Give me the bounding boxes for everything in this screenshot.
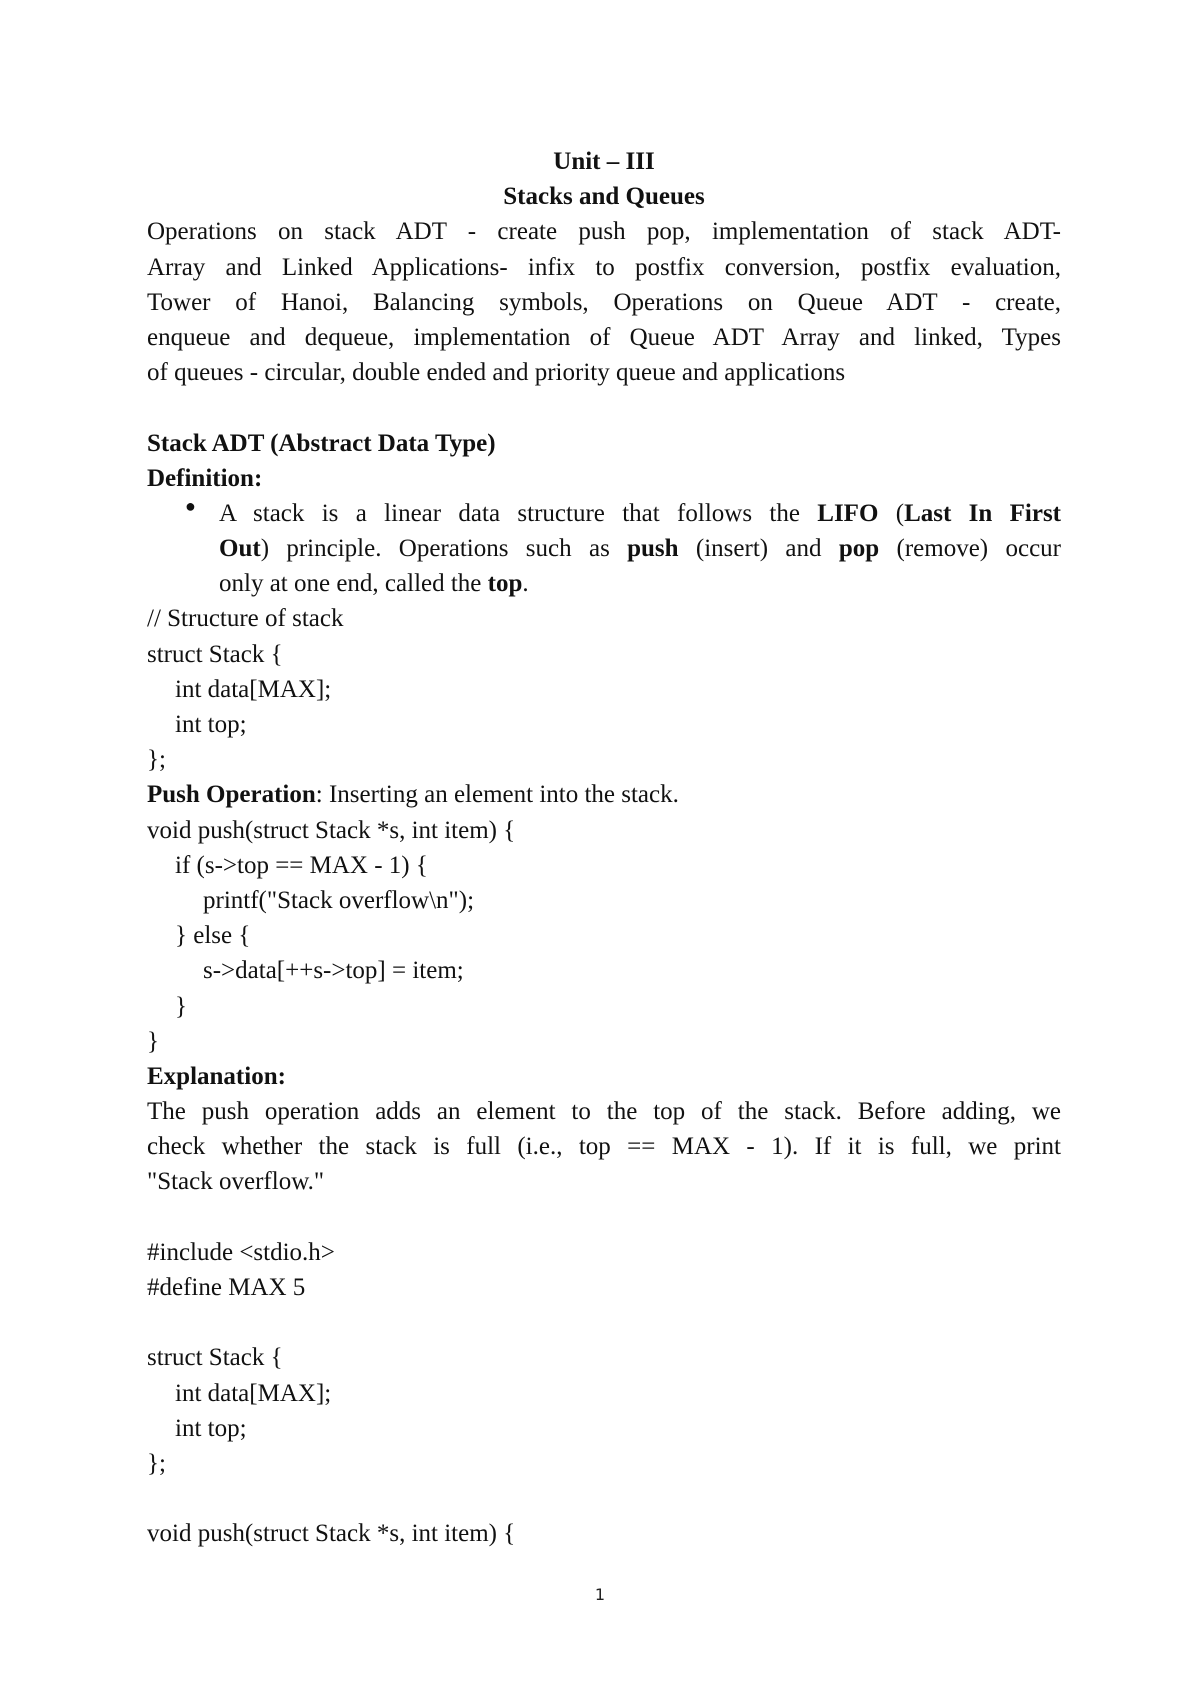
code-line: struct Stack { [147, 1344, 283, 1372]
definition-bullet [147, 496, 1061, 602]
blank-line [147, 1305, 1061, 1340]
bullet-line [219, 566, 1061, 601]
term-lifo: LIFO [817, 499, 879, 527]
code-line: } else { [175, 922, 251, 950]
syllabus-line: enqueue and dequeue, implementation of Queue ADT Array and linked, Types [147, 323, 1061, 351]
section-title-stack-adt: Stack ADT (Abstract Data Type) [147, 429, 496, 457]
syllabus-line: Array and Linked Applications- infix to postfix conversion, postfix evaluation, [147, 253, 1061, 281]
code-line: int data[MAX]; [175, 1379, 332, 1407]
code-line: s->data[++s->top] = item; [203, 957, 464, 985]
push-operation-label: Push Operation [147, 781, 316, 809]
term-top: top [487, 570, 523, 598]
code-line: #define MAX 5 [147, 1274, 306, 1301]
code-line: void push(struct Stack *s, int item) { [147, 816, 516, 844]
term-pop: pop [838, 535, 880, 563]
syllabus-line: Tower of Hanoi, Balancing symbols, Operations on Queue ADT - create, [147, 288, 1061, 316]
code-line: } [147, 1027, 159, 1055]
code-line: if (s->top == MAX - 1) { [175, 851, 428, 879]
syllabus-line: Operations on stack ADT - create push pop, implementation of stack ADT- [147, 218, 1061, 246]
explanation-line: "Stack overflow." [147, 1168, 325, 1196]
bullet-text: only at one end, called the [219, 570, 488, 598]
code-line: struct Stack { [147, 640, 283, 668]
term-out: Out [219, 535, 261, 563]
code-line: #include <stdio.h> [147, 1238, 335, 1266]
bullet-text: . [522, 570, 529, 598]
term-push: push [627, 535, 679, 563]
bullet-line [219, 531, 1061, 566]
push-operation-desc: : Inserting an element into the stack. [315, 781, 679, 809]
page-title: Stacks and Queues [503, 183, 705, 211]
term-last-in-first: Last In First [904, 499, 1061, 527]
page-number: 1 [594, 1585, 606, 1604]
push-operation-heading [147, 777, 1061, 812]
bullet-text: A stack is a linear data structure that follows the [219, 499, 818, 527]
explanation-label: Explanation: [147, 1062, 286, 1090]
explanation-line: check whether the stack is full (i.e., top == MAX - 1). If it is full, we print [147, 1133, 1061, 1161]
page-content [147, 144, 1061, 1552]
unit-heading: Unit – III [553, 148, 655, 175]
bullet-line [219, 496, 1061, 531]
syllabus-line: of queues - circular, double ended and priority queue and applications [147, 359, 846, 387]
explanation-line: The push operation adds an element to the top of the stack. Before adding, we [147, 1098, 1061, 1126]
definition-label: Definition: [147, 464, 263, 492]
code-line: printf("Stack overflow\n"); [203, 886, 475, 914]
code-line: int top; [175, 711, 247, 738]
blank-line [147, 390, 1061, 425]
blank-line [147, 1481, 1061, 1516]
code-line: }; [147, 746, 166, 774]
blank-line [147, 1200, 1061, 1235]
code-line: } [175, 992, 187, 1020]
bullet-text: (remove) occur [879, 535, 1061, 563]
code-line: int data[MAX]; [175, 675, 332, 703]
bullet-icon: ● [185, 495, 196, 516]
bullet-text: ( [878, 499, 905, 527]
code-line: int top; [175, 1414, 247, 1442]
code-line: }; [147, 1449, 166, 1477]
code-comment: // Structure of stack [147, 605, 344, 633]
bullet-text: ) principle. Operations such as [260, 535, 628, 563]
code-line: void push(struct Stack *s, int item) { [147, 1520, 516, 1548]
bullet-text: (insert) and [678, 535, 839, 563]
